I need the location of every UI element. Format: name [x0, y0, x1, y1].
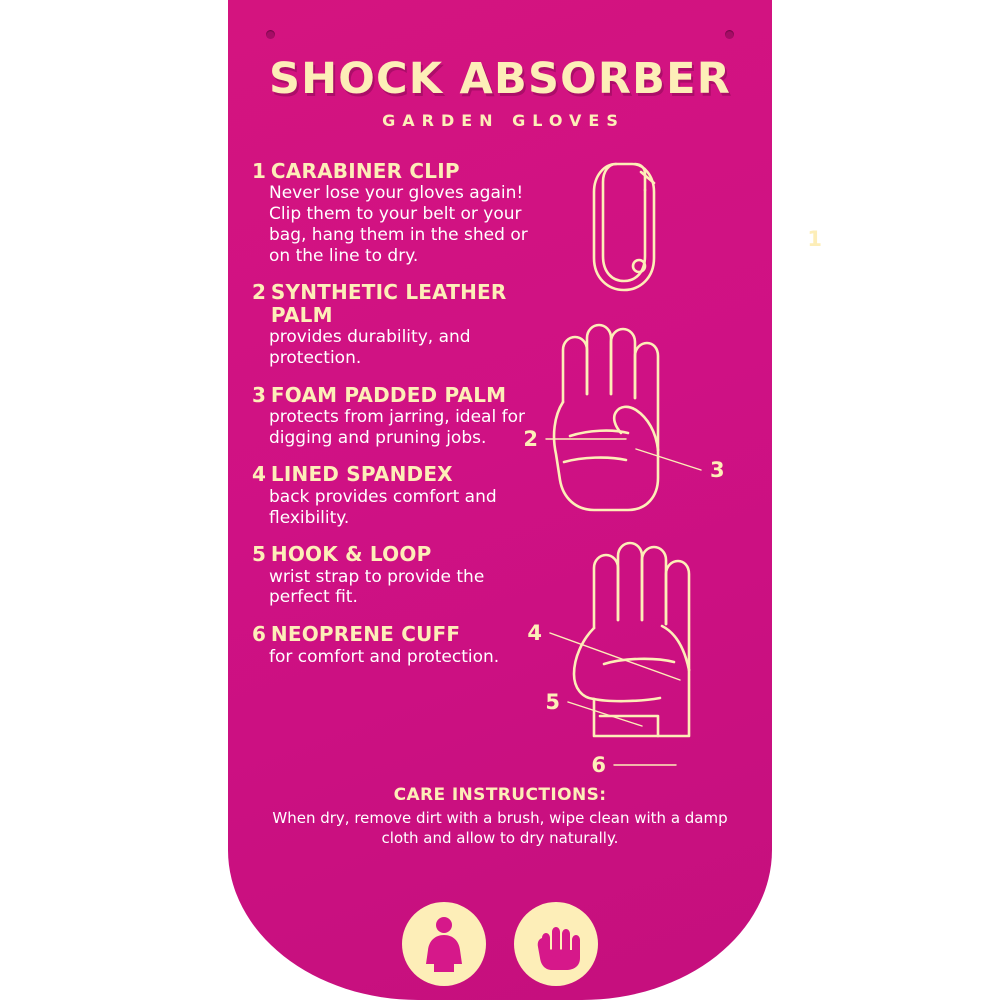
- feature-number: 6: [252, 622, 266, 647]
- product-title: SHOCK ABSORBER: [268, 54, 732, 104]
- feature-title: SYNTHETIC LEATHER PALM: [270, 280, 507, 327]
- size-letter: M: [545, 946, 567, 970]
- feature-body: wrist strap to provide the perfect fit.: [269, 566, 485, 608]
- feature-item-4: [252, 463, 532, 528]
- feature-number: 5: [252, 542, 266, 567]
- feature-number: 4: [252, 462, 266, 487]
- feature-heading: [252, 160, 532, 182]
- feature-item-1: [252, 160, 532, 266]
- glove-size-badge: [514, 902, 598, 986]
- glove-palm-illustration: [554, 325, 658, 510]
- callout-number-3: 3: [710, 458, 725, 482]
- feature-item-3: [252, 384, 532, 449]
- feature-list: [252, 160, 532, 682]
- callout-number-6: 6: [591, 753, 606, 777]
- feature-title: HOOK & LOOP: [270, 542, 432, 567]
- feature-item-6: [252, 623, 532, 667]
- feature-item-2: [252, 281, 532, 368]
- illustration-svg: [508, 150, 822, 790]
- feature-body: for comfort and protection.: [269, 646, 500, 667]
- glove-size-icon: [514, 902, 598, 986]
- womens-fit-badge: [402, 902, 486, 986]
- feature-body: protects from jarring, ideal for digging and pruning jobs.: [269, 406, 525, 448]
- feature-heading: [252, 463, 532, 485]
- feature-body: provides durability, and protection.: [269, 327, 471, 368]
- feature-heading: [252, 281, 532, 326]
- callout-number-1: 1: [807, 227, 822, 251]
- callout-number-4: 4: [527, 621, 542, 645]
- feature-title: NEOPRENE CUFF: [270, 622, 461, 647]
- badge-row: [228, 902, 772, 986]
- feature-heading: [252, 623, 532, 645]
- feature-item-5: [252, 543, 532, 608]
- feature-title: FOAM PADDED PALM: [270, 382, 507, 407]
- carabiner-clip-illustration: [594, 164, 654, 290]
- feature-number: 2: [252, 280, 266, 305]
- punch-hole-right: [725, 30, 734, 39]
- punch-hole-left: [266, 30, 275, 39]
- feature-body: Never lose your gloves again! Clip them to your belt or your bag, hang them in the shed or on the line to dry.: [269, 183, 528, 266]
- callout-number-5: 5: [545, 690, 560, 714]
- womens-fit-icon: [402, 902, 486, 986]
- feature-body: back provides comfort and flexibility.: [269, 486, 497, 528]
- feature-heading: [252, 543, 532, 565]
- illustration-column: [508, 150, 822, 790]
- hangtag-card: [228, 0, 822, 1000]
- feature-number: 1: [252, 159, 266, 183]
- feature-title: LINED SPANDEX: [270, 462, 453, 487]
- header: [228, 54, 772, 130]
- care-instructions: [262, 785, 738, 848]
- callout-number-2: 2: [523, 427, 538, 451]
- care-instructions-text: When dry, remove dirt with a brush, wipe clean with a damp cloth and allow to dry naturally.: [272, 809, 728, 847]
- care-instructions-title: CARE INSTRUCTIONS:: [393, 785, 607, 805]
- feature-title: CARABINER CLIP: [270, 159, 460, 183]
- feature-number: 3: [252, 382, 266, 407]
- product-subtitle: GARDEN GLOVES: [382, 111, 625, 130]
- glove-back-illustration: [574, 543, 689, 736]
- feature-heading: [252, 384, 532, 406]
